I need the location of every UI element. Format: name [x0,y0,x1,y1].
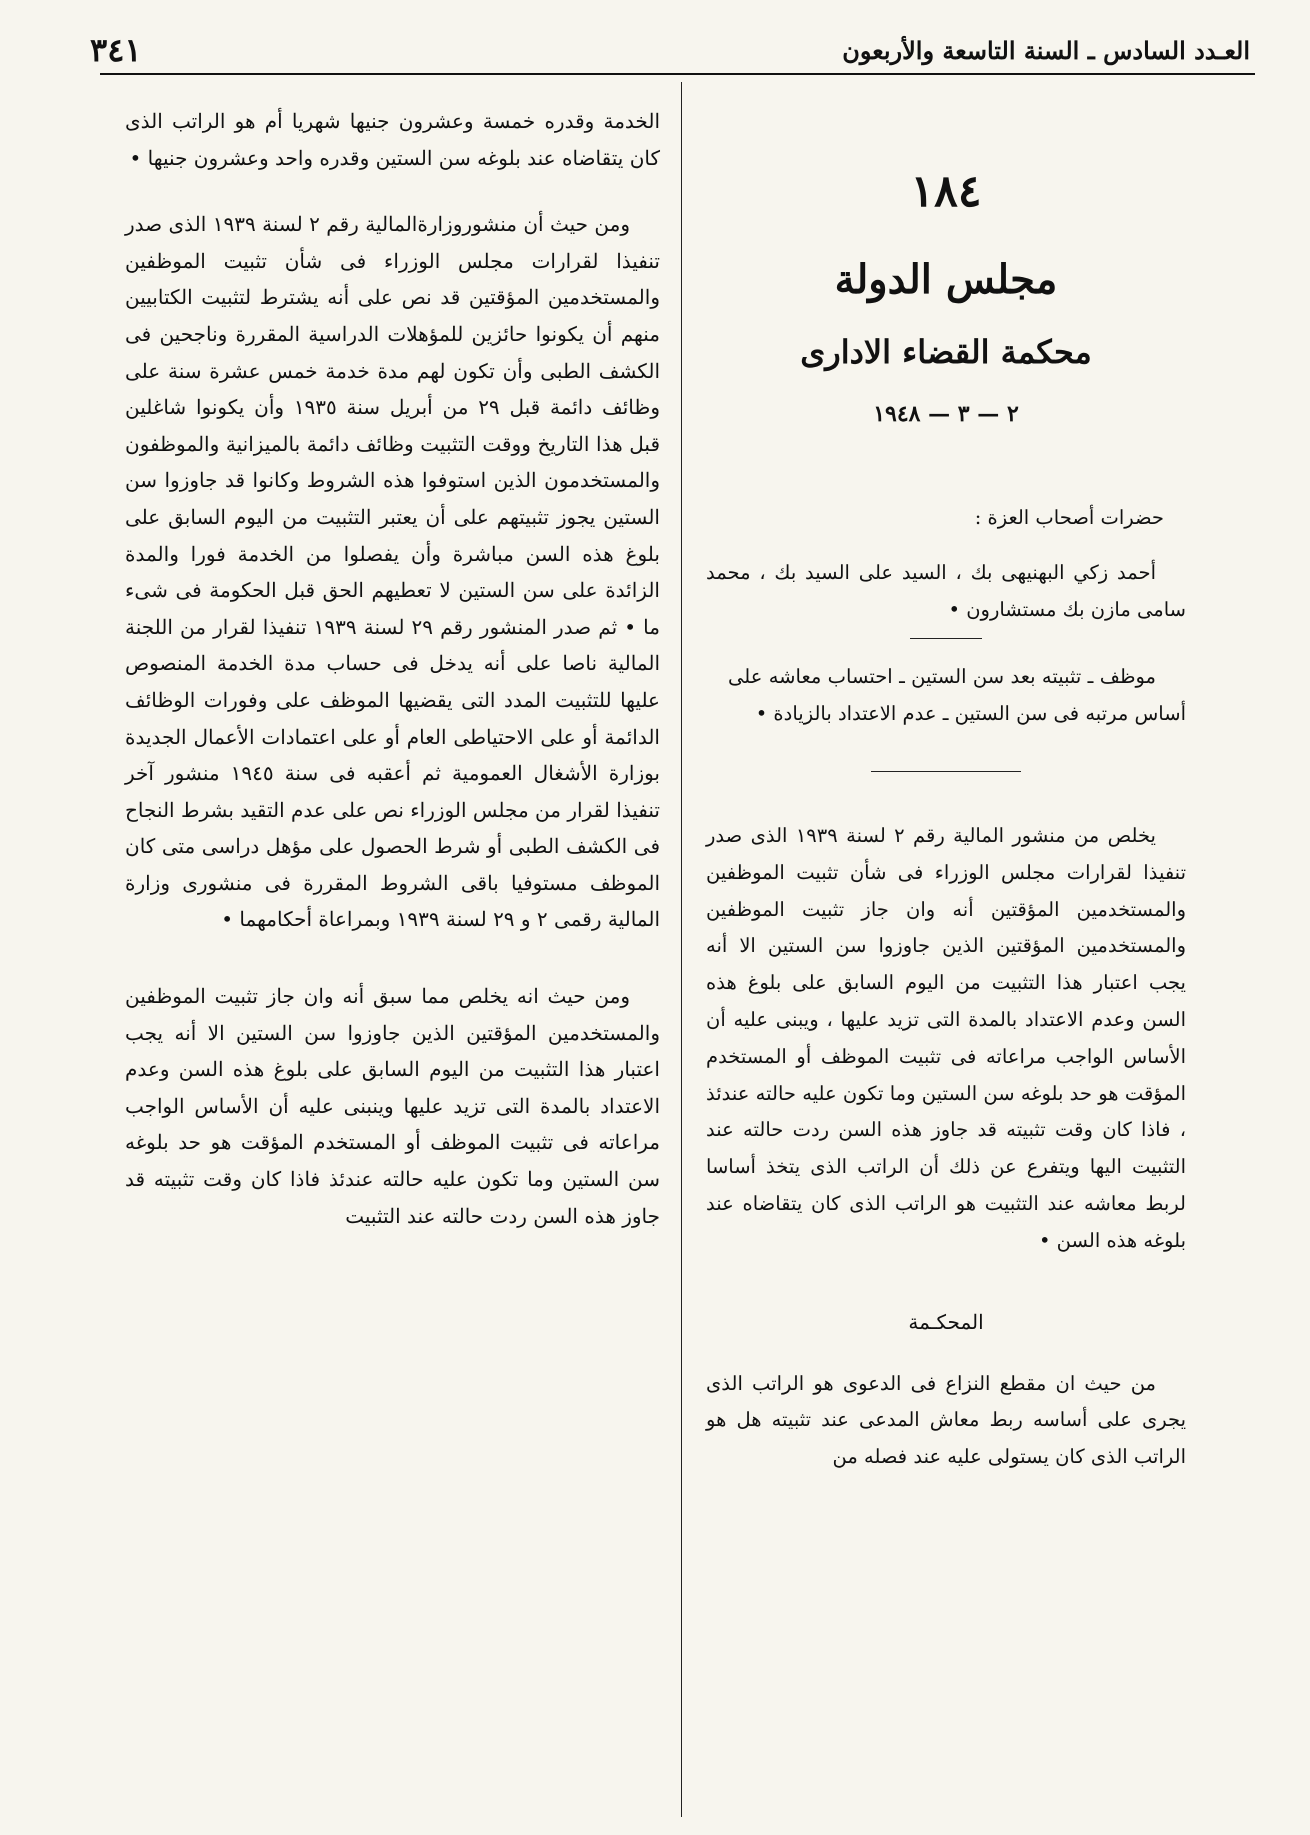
case-summary: يخلص من منشور المالية رقم ٢ لسنة ١٩٣٩ الذى صدر تنفيذا لقرارات مجلس الوزراء فى شأن تثبيت الموظفين والمستخدمين المؤقتين أنه وان جاز تثبيت الموظفين والمستخدمين المؤقتين الذين جاوزوا سن الستين الا أنه يجب اعتبار هذا التثبيت من اليوم السابق على بلوغ هذه السن وعدم الاعتداد بالمدة التى تزيد عليها ، ويبنى عليه أن الأساس الواجب مراعاته فى تثبيت الموظف أو المستخدم المؤقت هو حد بلوغه سن الستين وما تكون عليه حالته عندئذ ، فاذا كان وقت تثبيته قد جاوز هذه السن ردت حالته عند التثبيت اليها ويتفرع عن ذلك أن الراتب الذى يتخذ أساسا لربط معاشه عند التثبيت هو الراتب الذى كان يتقاضاه عند بلوغه هذه السن • [706,823,1186,1252]
separator-short [910,638,982,639]
left-column [125,103,660,1234]
paragraph-3: ومن حيث انه يخلص مما سبق أنه وان جاز تثبيت الموظفين والمستخدمين المؤقتين الذين جاوزوا سن الستين الا أنه يجب اعتبار هذا التثبيت من اليوم السابق على بلوغ هذه السن وعدم الاعتداد بالمدة التى تزيد عليها وينبنى عليه أن الأساس الواجب مراعاته فى تثبيت الموظف أو المستخدم المؤقت هو حد بلوغه سن الستين وما تكون عليه حالته عندئذ فاذا كان وقت تثبيته قد جاوز هذه السن ردت حالته عند التثبيت [125,984,660,1228]
page-number: ٣٤١ [90,31,142,69]
separator [871,771,1021,772]
court-heading: المحكـمة [908,1309,984,1334]
court-name: مجلس الدولة [834,256,1058,303]
case-keywords: موظف ـ تثبيته بعد سن الستين ـ احتساب معاشه على أساس مرتبه فى سن الستين ـ عدم الاعتداد بالزيادة • [728,665,1186,726]
court-division: محكمة القضاء الادارى [800,333,1092,371]
case-date: ٢ — ٣ — ١٩٤٨ [873,401,1019,427]
right-column [706,100,1186,1476]
case-number: ١٨٤ [910,166,982,217]
court-opening: من حيث ان مقطع النزاع فى الدعوى هو الراتب الذى يجرى على أساسه ربط معاش المدعى عند تثبيته هل هو الراتب الذى كان يستولى عليه عند فصله من [706,1371,1186,1469]
attendees-label: حضرات أصحاب العزة : [974,506,1164,529]
paragraph-1: الخدمة وقدره خمسة وعشرون جنيها شهريا أم هو الراتب الذى كان يتقاضاه عند بلوغه سن الستين وقدره واحد وعشرون جنيها • [125,109,660,170]
issue-title: العـدد السادس ـ السنة التاسعة والأربعون [842,35,1250,65]
header-rule [100,73,1255,75]
page-header [90,26,1250,74]
paragraph-2: ومن حيث أن منشوروزارةالمالية رقم ٢ لسنة ١٩٣٩ الذى صدر تنفيذا لقرارات مجلس الوزراء فى شأن تثبيت الموظفين والمستخدمين المؤقتين قد نص على أنه يشترط لتثبيت الكتابيين منهم أن يكونوا حائزين للمؤهلات الدراسية المقررة وناجحين فى الكشف الطبى وأن تكون لهم مدة خدمة خمس عشرة سنة على وظائف دائمة قبل ٢٩ من أبريل سنة ١٩٣٥ وأن يكونوا شاغلين قبل هذا التاريخ ووقت التثبيت وظائف دائمة بالميزانية والموظفون والمستخدمون الذين استوفوا هذه الشروط وكانوا قد جاوزوا سن الستين يجوز تثبيتهم على أن يعتبر التثبيت من اليوم السابق على بلوغ هذه السن مباشرة وأن يفصلوا من الخدمة فورا والمدة الزائدة على سن الستين لا تعطيهم الحق قبل الحكومة فى شىء ما • ثم صدر المنشور رقم ٢٩ لسنة ١٩٣٩ تنفيذا لقرار من اللجنة المالية ناصا على أنه يدخل فى حساب مدة الخدمة المنصوص عليها للتثبيت المدد التى يقضيها الموظف على وفورات الوظائف الدائمة أو على الاحتياطى العام أو على اعتمادات الأعمال الجديدة بوزارة الأشغال العمومية ثم أعقبه فى سنة ١٩٤٥ منشور آخر تنفيذا لقرار من مجلس الوزراء نص على عدم التقيد بشرط النجاح فى الكشف الطبى أو شرط الحصول على مؤهل دراسى متى كان الموظف مستوفيا باقى الشروط المقررة فى منشورى وزارة المالية رقمى ٢ و ٢٩ لسنة ١٩٣٩ وبمراعاة أحكامهما • [125,212,660,932]
attendees: أحمد زكي البهنيهى بك ، السيد على السيد بك ، محمد سامى مازن بك مستشارون • [706,560,1186,621]
column-divider [681,82,682,1817]
